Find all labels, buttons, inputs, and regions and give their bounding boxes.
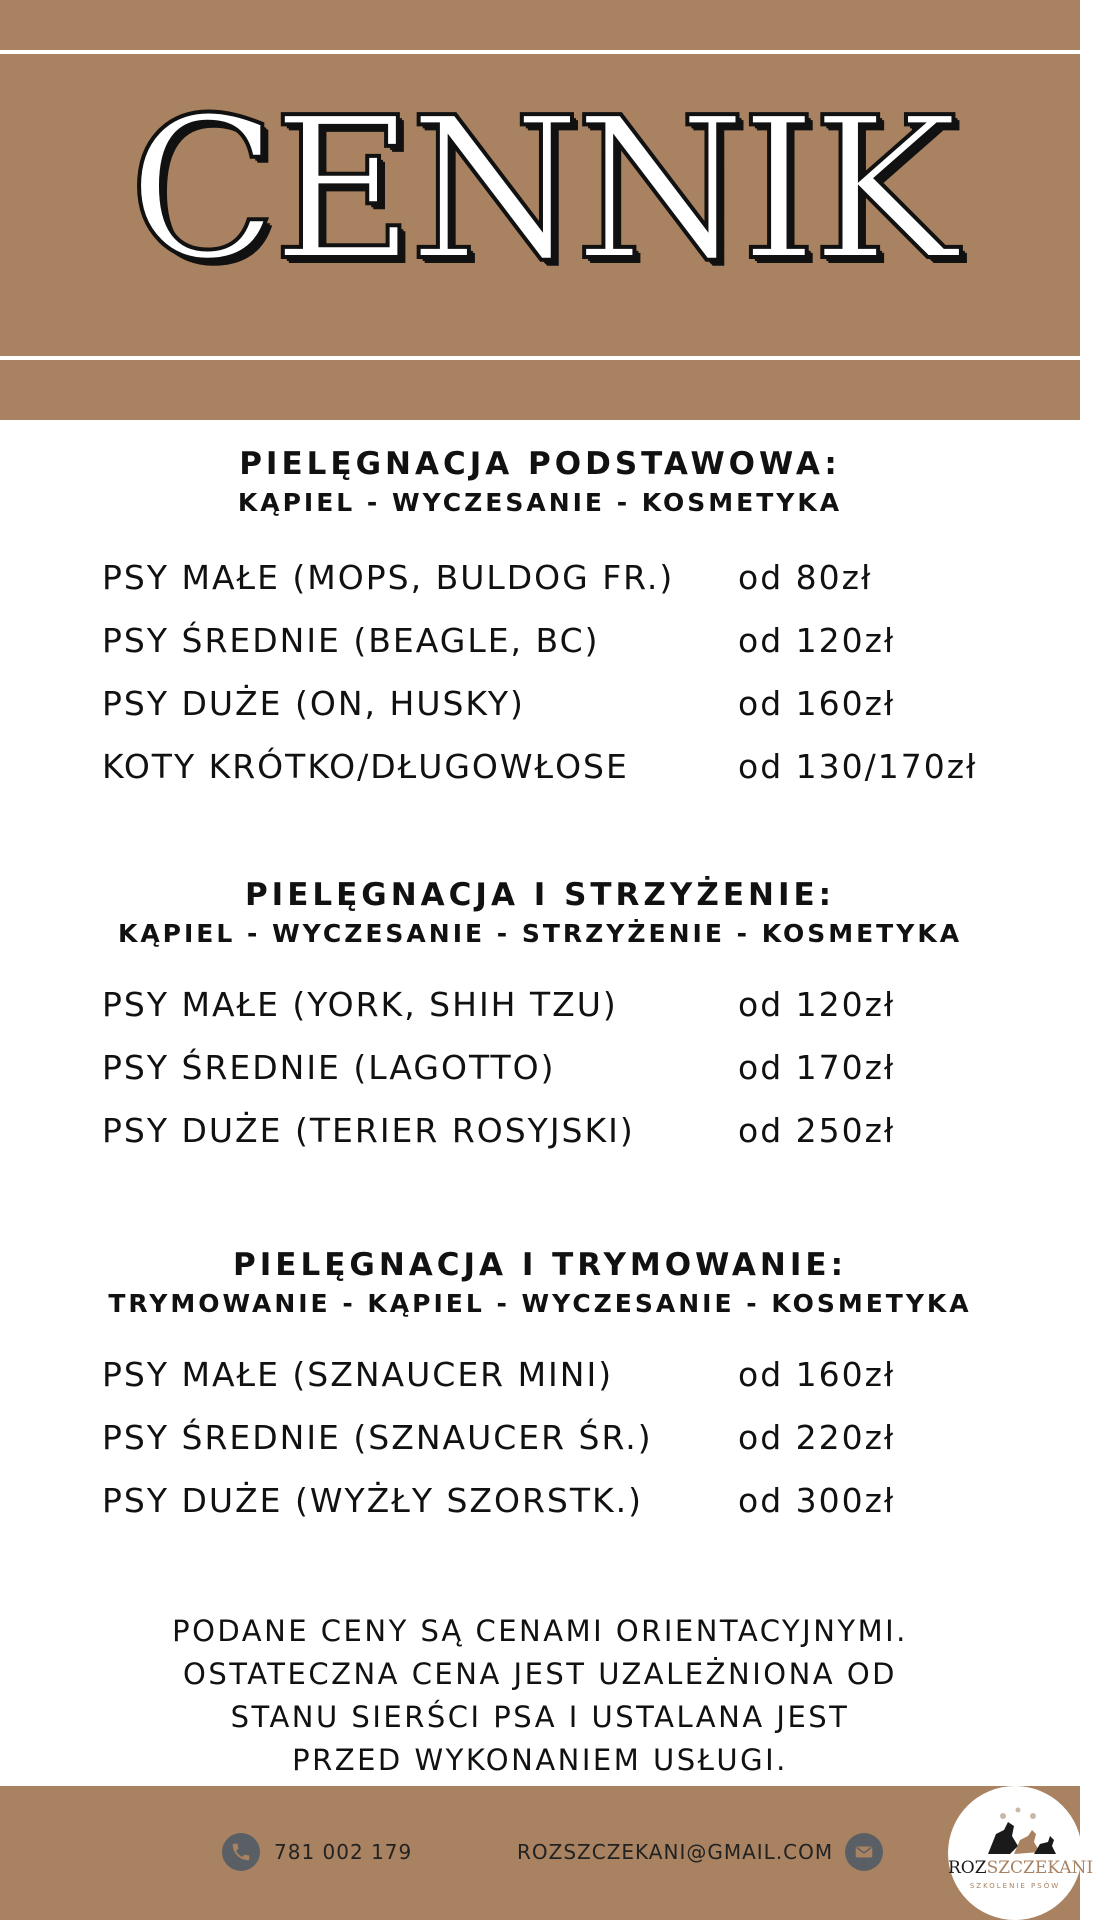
disclaimer-line: PRZED WYKONANIEM USŁUGI.	[292, 1743, 788, 1777]
service-price: od 120zł	[738, 985, 896, 1024]
service-name: PSY DUŻE (TERIER ROSYJSKI)	[102, 1111, 635, 1150]
dog-silhouettes-icon	[948, 1786, 1093, 1920]
service-price: od 130/170zł	[738, 747, 978, 786]
service-price: od 300zł	[738, 1481, 896, 1520]
service-name: PSY MAŁE (MOPS, BULDOG FR.)	[102, 558, 675, 597]
section-subheading: TRYMOWANIE - KĄPIEL - WYCZESANIE - KOSMETYKA	[108, 1289, 972, 1318]
page-title: CENNIK	[128, 76, 952, 304]
price-list	[0, 983, 1080, 1172]
section-heading: PIELĘGNACJA I TRYMOWANIE:	[233, 1247, 847, 1283]
price-row	[0, 682, 1080, 745]
service-price: od 250zł	[738, 1111, 896, 1150]
logo-wordmark: ROZSZCZEKANI	[948, 1858, 1093, 1878]
email-contact[interactable]	[517, 1832, 883, 1872]
service-price: od 80zł	[738, 558, 873, 597]
disclaimer-line: PODANE CENY SĄ CENAMI ORIENTACYJNYMI.	[172, 1614, 908, 1648]
service-price: od 220zł	[738, 1418, 896, 1457]
section-grooming-trimming	[0, 1245, 1080, 1542]
section-subheading: KĄPIEL - WYCZESANIE - KOSMETYKA	[237, 488, 843, 517]
price-list	[0, 1353, 1080, 1542]
service-name: PSY ŚREDNIE (SZNAUCER ŚR.)	[102, 1418, 653, 1457]
phone-icon	[222, 1833, 260, 1871]
price-row	[0, 745, 1080, 808]
phone-contact[interactable]	[222, 1832, 412, 1872]
section-basic-care	[0, 444, 1080, 808]
header-banner	[0, 0, 1080, 420]
section-heading: PIELĘGNACJA I STRZYŻENIE:	[244, 877, 836, 913]
price-row	[0, 1109, 1080, 1172]
service-price: od 160zł	[738, 1355, 896, 1394]
brand-logo	[948, 1786, 1093, 1920]
service-price: od 160zł	[738, 684, 896, 723]
service-name: PSY ŚREDNIE (LAGOTTO)	[102, 1048, 556, 1087]
service-name: KOTY KRÓTKO/DŁUGOWŁOSE	[102, 747, 629, 786]
price-row	[0, 556, 1080, 619]
section-heading: PIELĘGNACJA PODSTAWOWA:	[239, 446, 841, 482]
price-row	[0, 1353, 1080, 1416]
disclaimer-line: OSTATECZNA CENA JEST UZALEŻNIONA OD	[183, 1657, 897, 1691]
section-subheading: KĄPIEL - WYCZESANIE - STRZYŻENIE - KOSMETYKA	[117, 919, 963, 948]
service-name: PSY ŚREDNIE (BEAGLE, BC)	[102, 621, 600, 660]
header-bottom-rule	[0, 356, 1080, 360]
header-top-rule	[0, 50, 1080, 54]
service-name: PSY DUŻE (ON, HUSKY)	[102, 684, 525, 723]
service-name: PSY MAŁE (SZNAUCER MINI)	[102, 1355, 614, 1394]
service-name: PSY MAŁE (YORK, SHIH TZU)	[102, 985, 618, 1024]
price-row	[0, 619, 1080, 682]
email-address: ROZSZCZEKANI@GMAIL.COM	[517, 1840, 834, 1864]
section-grooming-cut	[0, 875, 1080, 1172]
service-price: od 170zł	[738, 1048, 896, 1087]
price-row	[0, 1416, 1080, 1479]
mail-icon	[845, 1833, 883, 1871]
price-row	[0, 1046, 1080, 1109]
phone-number: 781 002 179	[274, 1840, 413, 1864]
logo-tagline: SZKOLENIE PSÓW	[969, 1882, 1061, 1890]
service-price: od 120zł	[738, 621, 896, 660]
price-row	[0, 1479, 1080, 1542]
price-row	[0, 983, 1080, 1046]
service-name: PSY DUŻE (WYŻŁY SZORSTK.)	[102, 1481, 644, 1520]
price-disclaimer	[0, 1610, 1080, 1782]
disclaimer-line: STANU SIERŚCI PSA I USTALANA JEST	[230, 1700, 850, 1734]
footer-bar	[0, 1786, 1093, 1920]
price-list	[0, 556, 1080, 808]
